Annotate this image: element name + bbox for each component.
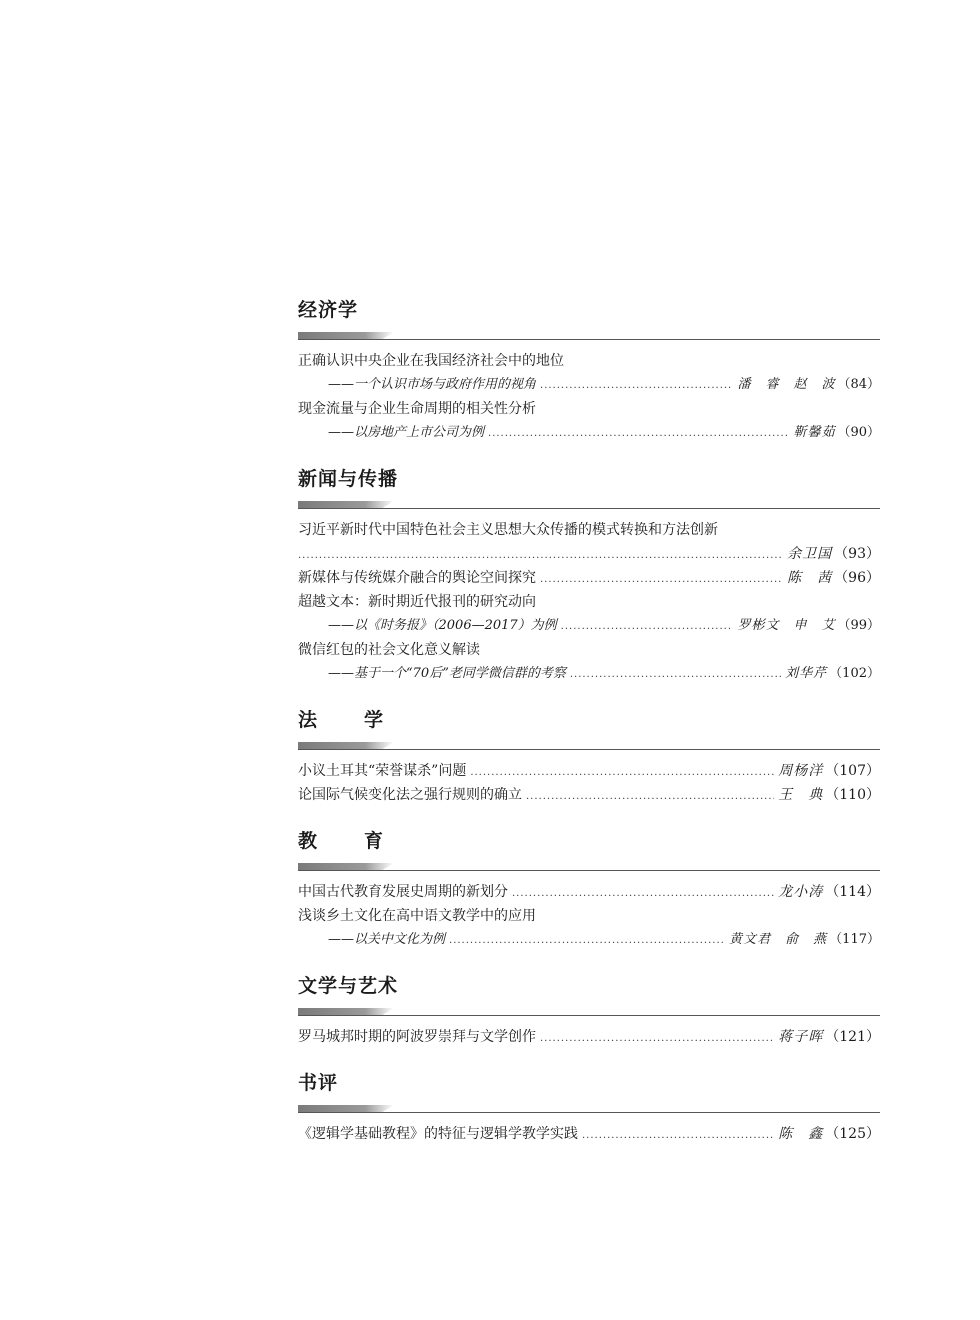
section-title: 书评 <box>298 1072 339 1094</box>
section-education <box>298 827 880 952</box>
section-law <box>298 706 880 807</box>
leader-dots <box>540 1025 774 1051</box>
article-page[interactable]: （90） <box>837 425 880 440</box>
leader-dots <box>540 566 783 592</box>
toc-entry-title[interactable] <box>298 518 880 542</box>
article-subtitle: ——以《时务报》（2006—2017）为例 <box>328 618 557 633</box>
section-book-review <box>298 1069 880 1146</box>
leader-dots <box>512 880 774 906</box>
section-title: 法 学 <box>298 709 398 731</box>
leader-dots <box>526 783 774 809</box>
article-author: 罗彬文 申 艾 <box>737 618 836 633</box>
leader-dots <box>488 421 789 446</box>
leader-dots <box>561 614 734 639</box>
article-author: 陈 鑫 <box>778 1126 824 1142</box>
article-author: 周杨洋 <box>778 763 824 779</box>
section-economics <box>298 296 880 445</box>
article-author: 潘 睿 赵 波 <box>737 377 836 392</box>
toc-entry-leader[interactable] <box>298 542 880 566</box>
toc-entry[interactable] <box>298 759 880 783</box>
section-title: 经济学 <box>298 299 359 321</box>
article-page[interactable]: （102） <box>829 666 880 681</box>
article-page[interactable]: （125） <box>825 1126 880 1142</box>
table-of-contents <box>298 296 880 1146</box>
section-title: 教 育 <box>298 830 398 852</box>
toc-entry-subtitle[interactable] <box>298 373 880 397</box>
article-title[interactable]: 论国际气候变化法之强行规则的确立 <box>298 787 522 803</box>
toc-entry[interactable] <box>298 783 880 807</box>
toc-entry[interactable] <box>298 880 880 904</box>
toc-entry-subtitle[interactable] <box>298 662 880 686</box>
section-divider <box>298 1008 880 1017</box>
article-subtitle: ——基于一个“70后”老同学微信群的考察 <box>328 666 566 681</box>
article-title[interactable]: 《逻辑学基础教程》的特征与逻辑学教学实践 <box>298 1126 578 1142</box>
article-author: 龙小涛 <box>778 884 824 900</box>
article-author: 余卫国 <box>787 546 833 562</box>
leader-dots <box>540 373 733 398</box>
article-page[interactable]: （121） <box>825 1029 880 1045</box>
article-page[interactable]: （96） <box>834 570 880 586</box>
section-divider <box>298 501 880 510</box>
article-title[interactable]: 正确认识中央企业在我国经济社会中的地位 <box>298 353 564 369</box>
article-title[interactable]: 微信红包的社会文化意义解读 <box>298 642 480 658</box>
article-title[interactable]: 浅谈乡土文化在高中语文教学中的应用 <box>298 908 536 924</box>
toc-entry[interactable] <box>298 566 880 590</box>
section-divider <box>298 742 880 751</box>
article-page[interactable]: （117） <box>829 932 880 947</box>
article-author: 陈 茜 <box>787 570 833 586</box>
article-subtitle: ——以房地产上市公司为例 <box>328 425 485 440</box>
article-page[interactable]: （99） <box>837 618 880 633</box>
toc-entry[interactable] <box>298 1122 880 1146</box>
toc-entry-title[interactable] <box>298 904 880 928</box>
section-divider <box>298 863 880 872</box>
toc-entry-title[interactable] <box>298 638 880 662</box>
article-title[interactable]: 现金流量与企业生命周期的相关性分析 <box>298 401 536 417</box>
toc-entry-title[interactable] <box>298 349 880 373</box>
section-journalism <box>298 465 880 686</box>
leader-dots <box>298 542 783 568</box>
toc-entry[interactable] <box>298 1025 880 1049</box>
article-page[interactable]: （93） <box>834 546 880 562</box>
article-author: 刘华芹 <box>785 666 828 681</box>
article-title[interactable]: 中国古代教育发展史周期的新划分 <box>298 884 508 900</box>
article-title[interactable]: 习近平新时代中国特色社会主义思想大众传播的模式转换和方法创新 <box>298 522 718 538</box>
toc-entry-title[interactable] <box>298 590 880 614</box>
section-divider <box>298 332 880 341</box>
article-title[interactable]: 超越文本：新时期近代报刊的研究动向 <box>298 594 536 610</box>
article-title[interactable]: 新媒体与传统媒介融合的舆论空间探究 <box>298 570 536 586</box>
article-subtitle: ——一个认识市场与政府作用的视角 <box>328 377 537 392</box>
toc-entry-title[interactable] <box>298 397 880 421</box>
article-title[interactable]: 小议土耳其“荣誉谋杀”问题 <box>298 763 467 779</box>
article-title[interactable]: 罗马城邦时期的阿波罗崇拜与文学创作 <box>298 1029 536 1045</box>
leader-dots <box>470 759 774 785</box>
article-subtitle: ——以关中文化为例 <box>328 932 446 947</box>
toc-entry-subtitle[interactable] <box>298 614 880 638</box>
leader-dots <box>570 662 781 687</box>
article-page[interactable]: （110） <box>825 787 880 803</box>
section-title: 新闻与传播 <box>298 468 399 490</box>
leader-dots <box>449 928 725 953</box>
leader-dots <box>582 1122 774 1148</box>
article-author: 黄文君 俞 燕 <box>729 932 828 947</box>
article-page[interactable]: （114） <box>825 884 880 900</box>
article-author: 蒋子晖 <box>778 1029 824 1045</box>
article-page[interactable]: （84） <box>837 377 880 392</box>
article-author: 靳馨茹 <box>793 425 836 440</box>
toc-entry-subtitle[interactable] <box>298 421 880 445</box>
article-author: 王 典 <box>778 787 824 803</box>
section-divider <box>298 1105 880 1114</box>
toc-entry-subtitle[interactable] <box>298 928 880 952</box>
article-page[interactable]: （107） <box>825 763 880 779</box>
section-literature-art <box>298 972 880 1049</box>
section-title: 文学与艺术 <box>298 975 399 997</box>
